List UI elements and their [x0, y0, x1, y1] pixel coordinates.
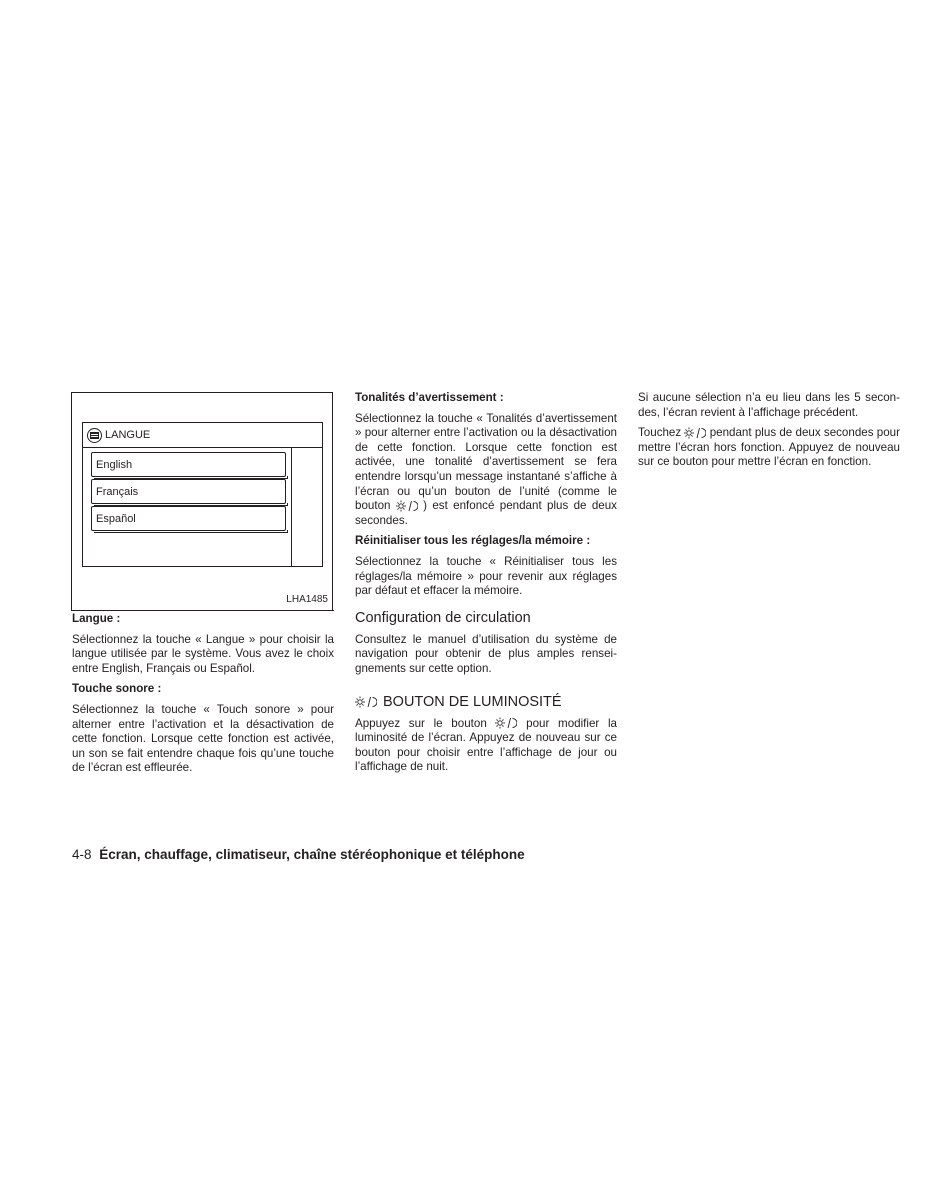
heading-reinitialiser: Réinitialiser tous les réglages/la mémoire :	[355, 534, 591, 548]
para-reinitialiser: Sélectionnez la touche « Réinitialiser tous les réglages/la mémoire » pour revenir aux réglages par défaut et effacer la mémoire.	[355, 554, 617, 598]
para-bouton	[355, 717, 617, 775]
page-number: 4-8	[72, 847, 92, 862]
screen-header	[83, 423, 322, 448]
heading-bouton-luminosite-text: BOUTON DE LUMINOSITÉ	[383, 693, 562, 710]
para-si-aucune: Si aucune sélection n’a eu lieu dans les 5 secondes, l’écran revient à l’affichage précédent.	[638, 391, 900, 419]
option-francais-button[interactable]: Français	[91, 479, 286, 504]
screen-frame	[82, 422, 323, 567]
column-2	[355, 391, 617, 781]
para-touchez	[638, 426, 900, 470]
heading-tonalites: Tonalités d’avertissement :	[355, 391, 504, 404]
heading-langue: Langue :	[72, 612, 121, 625]
screen-header-label: LANGUE	[105, 429, 151, 441]
option-espanol-button[interactable]: Español	[91, 506, 286, 531]
day-night-icon	[495, 717, 517, 729]
para-langue: Sélectionnez la touche « Langue » pour choisir la langue utilisée par le système. Vous avez le choix entre English, Français ou Español.	[72, 632, 334, 675]
para-touchez-text-b: pendant plus de deux secondes pour mettre l’écran hors fonction. Appuyez de nouveau sur ce bouton pour mettre l’écran en fonction.	[638, 426, 900, 469]
language-screen-figure	[71, 392, 333, 611]
chapter-title: Écran, chauffage, climatiseur, chaîne stéréophonique et téléphone	[99, 847, 525, 862]
para-bouton-text-a: Appuyez sur le bouton	[355, 716, 487, 730]
day-night-icon	[396, 500, 418, 512]
scrollbar[interactable]	[291, 448, 322, 566]
figure-code: LHA1485	[286, 594, 328, 605]
column-3	[638, 391, 900, 476]
settings-screen-icon	[87, 428, 102, 443]
day-night-icon	[355, 696, 377, 708]
column-1	[72, 612, 334, 782]
option-english-button[interactable]: English	[91, 452, 286, 477]
para-configuration: Consultez le manuel d’utilisation du système de navigation pour obtenir de plus amples renseignements sur cette option.	[355, 632, 617, 675]
para-touchez-text-a: Touchez	[638, 426, 682, 440]
figure-rule	[72, 610, 334, 611]
para-tonalites-text-a: Sélectionnez la touche « Tonalités d’avertissement » pour alterner entre l’activation ou la désactivation de cette fonction. Lorsque cette fonction est activée, une tonalité d’avertissement se fera entendre lorsqu’un message instantané s’affiche à l’écran ou qu’un bouton de l’unité (comme le bouton	[355, 411, 617, 513]
para-tonalites-text-b: ) est enfoncé pendant plus de deux secondes.	[355, 499, 617, 527]
day-night-icon	[684, 427, 706, 439]
para-touche-sonore: Sélectionnez la touche « Touch sonore » pour alterner entre l’activation et la désactivation de cette fonction. Lorsque cette fonction est activée, un son se fait entendre chaque fois qu’une touche de l’écran est effleurée.	[72, 702, 334, 775]
heading-bouton-luminosite	[355, 693, 562, 711]
para-bouton-text-b: pour modifier la luminosité de l’écran. Appuyez de nouveau sur ce bouton pour choisir entre l’affichage de jour ou l’affichage de nuit.	[355, 716, 617, 774]
para-tonalites	[355, 412, 617, 529]
heading-configuration: Configuration de circulation	[355, 609, 531, 626]
heading-touche-sonore: Touche sonore :	[72, 682, 162, 696]
page-footer	[72, 847, 525, 862]
